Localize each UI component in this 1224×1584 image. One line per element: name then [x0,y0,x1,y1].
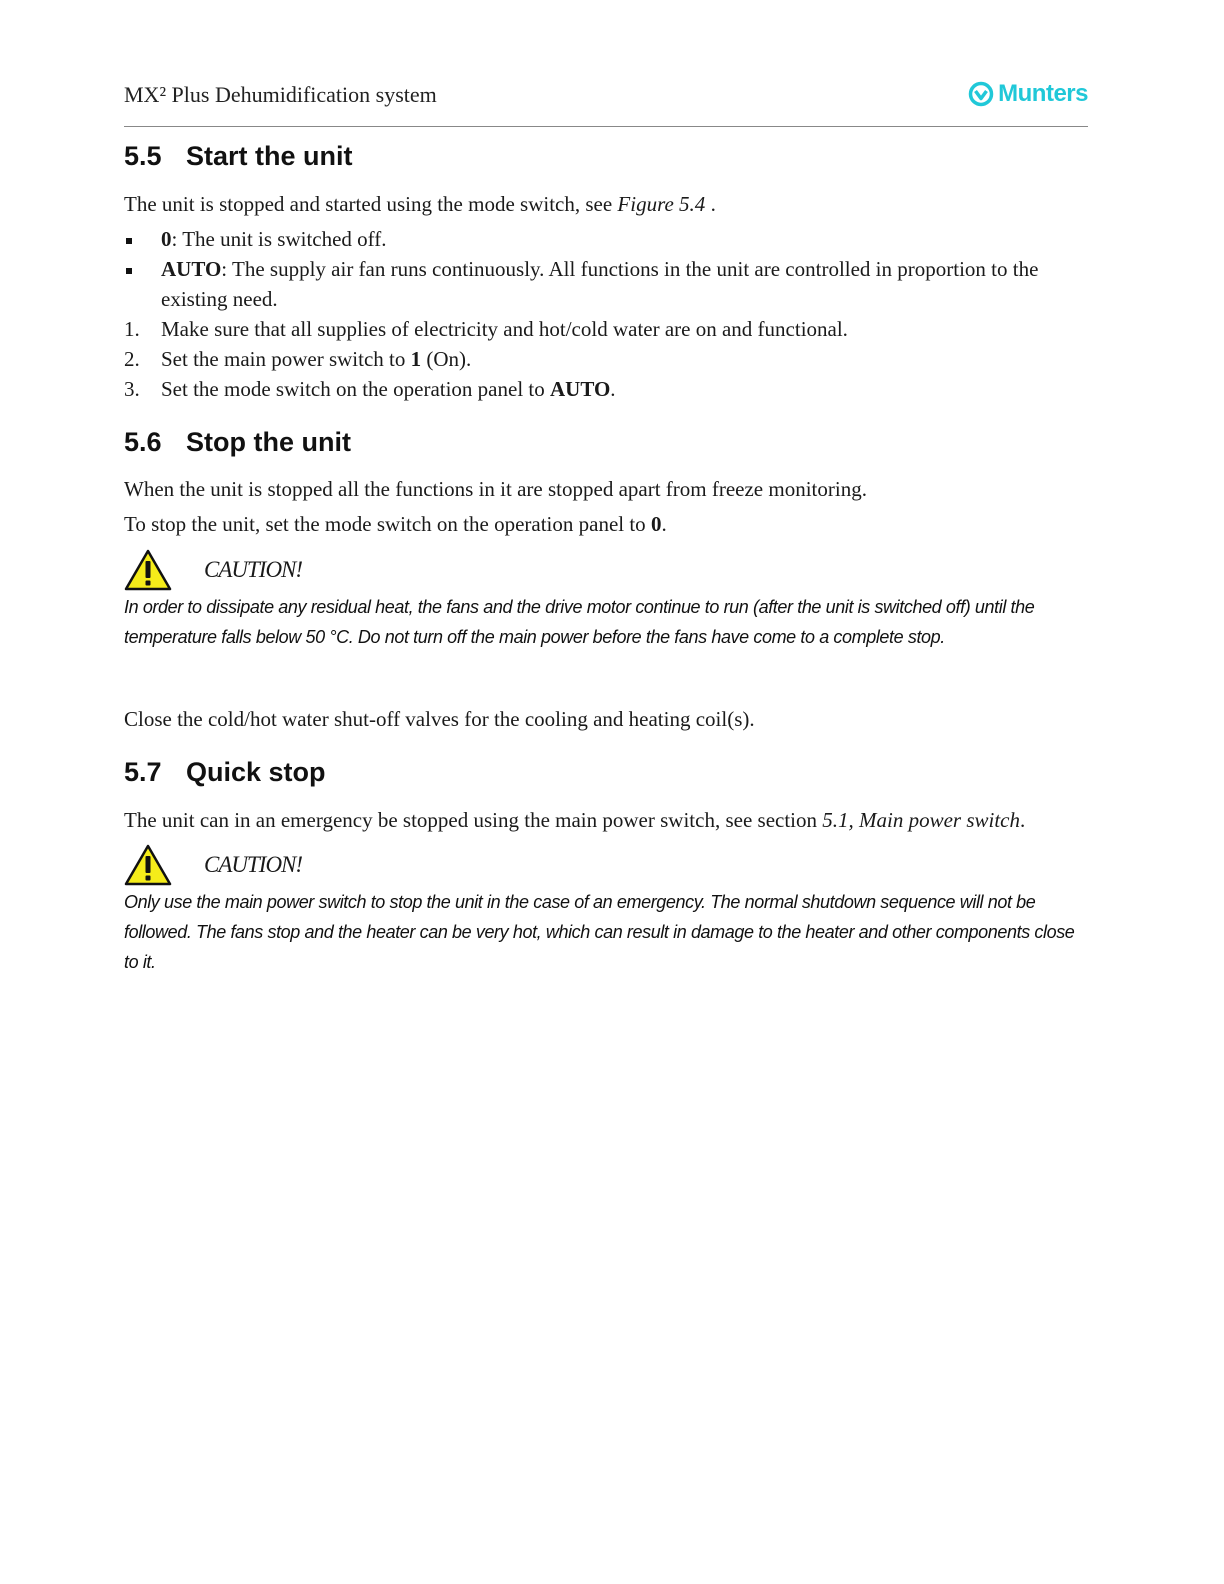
section-title: Quick stop [186,757,326,787]
section-5-6-paragraph-2 [124,509,1088,539]
switch-value: 0 [650,512,662,536]
munters-logo-icon [968,81,994,107]
caution-header [124,843,1088,887]
section-5-6-heading [124,427,351,458]
list-number: 3. [124,377,140,401]
list-item [124,314,1088,344]
section-title: Stop the unit [186,427,351,457]
page-header [124,82,1088,127]
list-item [124,254,1088,314]
list-item [124,344,1088,374]
section-5-6-paragraph-3: Close the cold/hot water shut-off valves for the cooling and heating coil(s). [124,707,755,731]
intro-text: The unit is stopped and started using the mode switch, see [124,192,618,216]
bullet-icon [126,268,132,274]
intro-end: . [705,192,716,216]
document-title: MX² Plus Dehumidification system [124,82,437,107]
list-item [124,224,1088,254]
paragraph-text: To stop the unit, set the mode switch on the operation panel to [124,512,651,536]
caution-header [124,548,1088,592]
list-item [124,374,1088,404]
caution-title: CAUTION! [204,557,303,582]
figure-reference: Figure 5.4 [617,192,706,216]
list-item-text-end: . [610,377,616,401]
caution-text: In order to dissipate any residual heat, the fans and the drive motor continue to run (after the unit is switched off) until the temperature falls below 50 °C. Do not turn off the main power before the fans have come to a complete stop. [124,597,1035,647]
mode-key: AUTO [161,257,222,281]
section-number: 5.5 [124,141,162,171]
warning-triangle-icon [124,844,172,886]
section-5-5-heading [124,141,353,172]
section-5-5-intro [124,189,1088,219]
paragraph-end: . [661,512,667,536]
munters-logo-text: Munters [998,80,1088,107]
list-item-text: Make sure that all supplies of electricity and hot/cold water are on and functional. [161,317,848,341]
list-item-text: : The supply air fan runs continuously. All functions in the unit are controlled in proportion to the existing need. [161,257,1039,311]
section-number: 5.6 [124,427,162,457]
section-5-6-paragraph-1: When the unit is stopped all the functions in it are stopped apart from freeze monitoring. [124,477,867,501]
list-number: 2. [124,347,140,371]
paragraph-end: . [1020,808,1026,832]
list-number: 1. [124,317,140,341]
paragraph-text: The unit can in an emergency be stopped using the main power switch, see section [124,808,823,832]
section-5-7-paragraph [124,805,1088,835]
caution-text: Only use the main power switch to stop the unit in the case of an emergency. The normal shutdown sequence will not be followed. The fans stop and the heater can be very hot, which can result in damage to the heater and other components close to it. [124,892,1075,972]
caution-box [124,548,1088,652]
section-5-5-list [124,224,1088,404]
section-5-7-heading [124,757,326,788]
section-number: 5.7 [124,757,162,787]
list-item-text: : The unit is switched off. [171,227,387,251]
section-title: Start the unit [186,141,353,171]
switch-value: 1 [410,347,422,371]
munters-logo [968,80,1088,108]
list-item-text-end: (On). [421,347,472,371]
bullet-icon [126,238,132,244]
list-item-text: Set the main power switch to [161,347,411,371]
caution-box [124,843,1088,977]
warning-triangle-icon [124,549,172,591]
section-reference: 5.1, Main power switch [822,808,1020,832]
caution-title: CAUTION! [204,852,303,877]
switch-value: AUTO [550,377,611,401]
list-item-text: Set the mode switch on the operation panel to [161,377,550,401]
mode-key: 0 [161,227,172,251]
